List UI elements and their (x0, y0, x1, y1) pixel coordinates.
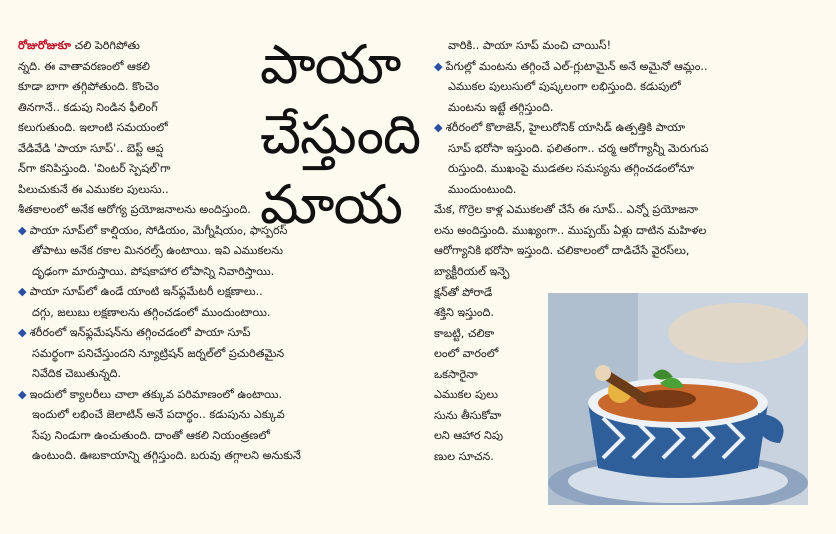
text-line (18, 36, 258, 57)
headline-line-2: చేస్తుంది (260, 103, 421, 166)
text-line (434, 139, 826, 160)
bullet-line (18, 282, 428, 303)
text-line: ఎముకల పులు (434, 388, 498, 401)
column-right-body (434, 36, 826, 262)
text-line-content: సేపు నిండుగా ఉంచుతుంది. దాంతో ఆకలి నియంత్రణలో (32, 428, 270, 442)
bullet-icon: ◆ (434, 59, 443, 73)
text-line (18, 139, 258, 160)
text-line (434, 36, 826, 57)
bullet-icon: ◆ (434, 121, 443, 134)
text-line (18, 426, 428, 447)
text-line: క్షన్‌తో పోరాడే (434, 285, 493, 299)
text-line (434, 221, 826, 242)
text-line: కాబట్టి, చలికా (434, 326, 495, 340)
text-line: ఒకసారైనా (434, 367, 478, 381)
bullet-line (18, 385, 428, 406)
text-line (18, 446, 428, 467)
bullet-icon: ◆ (18, 387, 27, 401)
text-line-content: మంటను ఇట్టే తగ్గిస్తుంది. (448, 100, 554, 114)
text-line (434, 180, 826, 201)
text-line-content: సమర్థంగా పనిచేస్తుందని న్యూట్రిషన్ జర్నల్‌లో ప్రచురితమైన (32, 346, 285, 360)
text-line (18, 405, 428, 426)
text-line-content: శరీరంలో కొలాజెన్, హైలురోనిక్ యాసిడ్ ఉత్పత్తికి పాయా (445, 121, 686, 134)
text-line: ణుల సూచన. (434, 449, 494, 463)
bullet-line (18, 323, 428, 344)
text-line-content: చలి పెరిగిపోతు (71, 39, 140, 52)
text-line (18, 262, 428, 283)
kicker-word: రోజురోజుకూ (18, 39, 72, 52)
text-line-content: పిలుచుకునే ఈ ఎముకల పులుసు.. (18, 182, 169, 196)
text-line-content: కూడా బాగా తగ్గిపోతుంది. కొంచెం (18, 80, 159, 93)
text-line-content: దృఢంగా మారుస్తాయి. పోషకాహార లోపాన్ని నివారిస్తాయి. (32, 264, 275, 278)
text-line (18, 344, 428, 365)
column-right-narrow (434, 262, 546, 467)
bullet-line (18, 221, 428, 242)
text-line (434, 241, 826, 262)
text-line (18, 303, 428, 324)
text-line-content: ముందుంటుంది. (448, 182, 517, 196)
text-line-content: తోపాటు అనేక రకాల మినరల్స్ ఉంటాయి. ఇవి ఎముకలను (32, 244, 283, 257)
soup-bowl-image (548, 293, 808, 505)
text-line (18, 200, 428, 221)
text-line (18, 77, 258, 98)
column-left-body (18, 200, 428, 467)
text-line-content: రుస్తుంది. ముఖంపై ముడతల సమస్యను తగ్గించడంలోనూ (448, 162, 694, 175)
text-line (18, 98, 258, 119)
text-line-content: ఇందులో క్యాలరీలు చాలా తక్కువ పరిమాణంలో ఉంటాయి. (29, 387, 283, 401)
text-line-content: పేగుల్లో మంటను తగ్గించే ఎల్-గ్లుటామైన్ అనే అమైనో ఆమ్లం.. (445, 59, 708, 73)
text-line-content: న్నది. ఈ వాతావరణంలో ఆకలి (18, 59, 151, 73)
soup-photo (548, 293, 808, 505)
text-line: బ్యాక్టీరియల్ ఇన్ఫె (434, 265, 510, 278)
text-line-content: వారికి.. పాయా సూప్ మంచి చాయిస్! (448, 39, 612, 52)
text-line (18, 118, 258, 139)
bullet-icon: ◆ (18, 326, 27, 339)
text-line-content: తినగానే.. కడుపు నిండిన ఫీలింగ్ (18, 100, 158, 114)
text-line-content: శీతకాలంలో అనేక ఆరోగ్య ప్రయోజనాలను అందిస్తుంది. (18, 203, 251, 216)
text-line (434, 159, 826, 180)
text-line: లని ఆహార నిపు (434, 429, 504, 442)
bullet-icon: ◆ (18, 223, 27, 237)
text-line-content: నివేదిక చెబుతున్నది. (32, 367, 122, 380)
text-line-content: న్‌గా కనిపిస్తుంది. 'వింటర్ స్పెషల్'గా (18, 162, 171, 175)
text-line-content: వేడివేడి 'పాయా సూప్'.. బెస్ట్ ఆప్ష (18, 141, 164, 155)
headline-line-3: మాయ (260, 173, 402, 236)
text-line-content: మేక, గొర్రెల కాళ్ల ఎముకలతో చేసే ఈ సూప్.. ఎన్నో ప్రయోజనా (434, 203, 699, 216)
bullet-line (434, 118, 826, 139)
text-line-content: పాయా సూప్‌లో కాల్షియం, సోడియం, మెగ్నీషియం, ఫాస్పరస్ (29, 223, 288, 237)
text-line: సును తీసుకోవా (434, 408, 502, 422)
text-line: శక్తిని ఇస్తుంది. (434, 306, 494, 319)
column-left-top (18, 36, 258, 200)
text-line (434, 77, 826, 98)
text-line (18, 364, 428, 385)
headline-line-1: పాయా (260, 33, 401, 96)
text-line-content: ఉంటుంది. ఊబకాయాన్ని తగ్గిస్తుంది. బరువు తగ్గాలని అనుకునే (32, 449, 301, 462)
text-line-content: దగ్గు, జలుబు లక్షణాలను తగ్గించడంలో ముందుంటాయి. (32, 305, 271, 319)
text-line-content: లను అందిస్తుంది. ముఖ్యంగా.. ముప్పయ్ ఏళ్లు దాటిన మహిళల (434, 223, 707, 237)
text-line (18, 57, 258, 78)
bullet-icon: ◆ (18, 285, 27, 298)
text-line-content: పాయా సూప్‌లో ఉండే యాంటి ఇన్‌ఫ్లమేటరీ లక్షణాలు.. (29, 285, 263, 298)
text-line-content: సూప్ భరోసా ఇస్తుంది. ఫలితంగా.. చర్మ ఆరోగ్యాన్నీ మెరుగుప (448, 141, 709, 155)
text-line (434, 98, 826, 119)
text-line (434, 200, 826, 221)
text-line-content: ఇందులో లభించే జెలాటిన్ అనే పదార్థం.. కడుపును ఎక్కువ (32, 408, 285, 421)
text-line (18, 241, 428, 262)
text-line-content: ఆరోగ్యానికి భరోసా ఇస్తుంది. చలికాలంలో దాడిచేసే వైరస్‌లు, (434, 244, 690, 257)
text-line-content: శరీరంలో ఇన్‌ఫ్లమేషన్‌ను తగ్గించడంలో పాయా సూప్ (29, 326, 251, 339)
text-line (18, 159, 258, 180)
text-line (18, 180, 258, 201)
text-line-content: కలుగుతుంది. ఇలాంటి సమయంలో (18, 121, 168, 134)
bullet-line (434, 57, 826, 78)
text-line-content: ఎముకల పులుసులో పుష్కలంగా లభిస్తుంది. కడుపులో (448, 80, 681, 93)
text-line: లంలో వారంలో (434, 347, 499, 360)
